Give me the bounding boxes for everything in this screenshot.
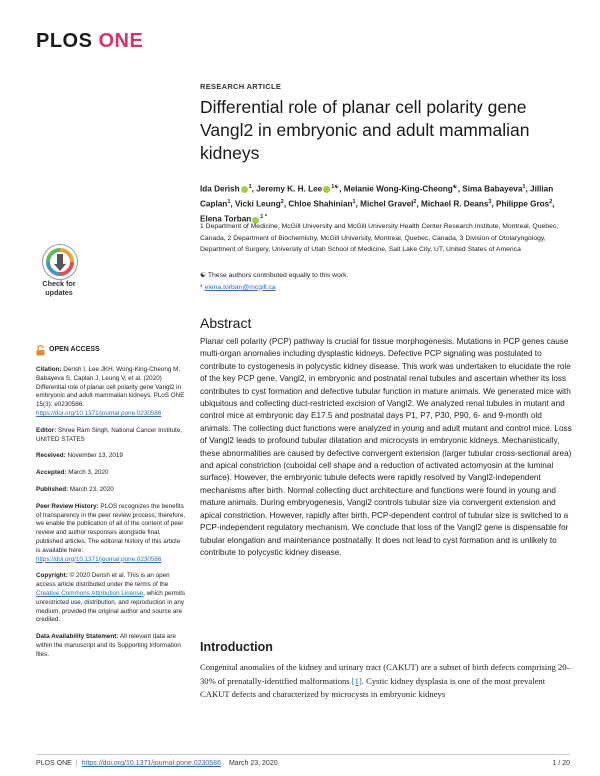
author-name: Ida Derish	[200, 184, 240, 194]
author-affiliation-marker: 2	[549, 199, 553, 206]
data-availability-block: Data Availability Statement: All relevant data are within the manuscript and its Supporting Information files.	[36, 633, 181, 658]
author-affiliation-marker: ☯	[452, 184, 458, 190]
author-affiliation-marker: 1	[227, 199, 231, 206]
author-affiliation-marker: 1	[522, 184, 526, 190]
author-affiliation-marker: 1	[352, 199, 356, 206]
corresponding-marker: *	[200, 283, 205, 291]
received-block: Received: November 13, 2019	[36, 452, 123, 460]
affiliations: 1 Department of Medicine, McGill University and McGill University Health Center Research Institute, Montreal, Quebec, Canada, 2 Department of Biochemistry, McGill University, Montreal, Quebec, Canada, 3 Division of Otolaryngology, Department of Surgery, University of Utah School of Medicine, Salt Lake City, UT, United States of America	[200, 223, 559, 253]
editor-block: Editor: Shree Ram Singh, National Cancer Institute, UNITED STATES	[36, 426, 182, 443]
journal-name-one: ONE	[98, 30, 144, 52]
page-number: 1 / 20	[552, 760, 570, 767]
citation-block: Citation: Derish I, Lee JKH, Wong-King-Cheong M, Babayeva S, Caplan J, Leung V, et al. (2020) Differential role of planar cell polarity gene Vangl2 in embryonic and adult mammalian kidneys. PLoS ONE 15(3): e0230586. https://doi.org/10.1371/journal.pone.0230586	[36, 366, 185, 417]
author-name: Michel Gravel	[360, 199, 414, 209]
author-name: Elena Torban	[200, 215, 252, 225]
author-name: Jillian Caplan	[200, 184, 554, 209]
published-block: Published: March 23, 2020	[36, 485, 114, 493]
peer-review-link[interactable]: https://doi.org/10.1371/journal.pone.0230586	[36, 555, 162, 563]
check-updates-line2: updates	[45, 287, 73, 297]
orcid-icon[interactable]	[241, 186, 248, 193]
author-list: Ida Derish $^1$, Jeremy K. H. Lee $^{1☯}$, Melanie Wong-King-Cheong☯, Sima Babayeva$^1$, Jillian Caplan$^1$, Vicki Leung$^2$, Chloe Shahinian$^1$, Michel Gravel$^2$, Michael R. Deans$^3$, Philippe Gros$^2$, Elena Torban $^{1 *}$	[200, 184, 555, 225]
page-footer: PLOS ONE | https://doi.org/10.1371/journal.pone.0230586 March 23, 2020	[36, 760, 278, 767]
introduction-heading: Introduction	[200, 640, 273, 654]
author-affiliation-marker: 3	[488, 199, 492, 206]
article-title: Differential role of planar cell polarity gene Vangl2 in embryonic and adult mammalian kidneys	[200, 97, 530, 163]
author-name: Michael R. Deans	[421, 199, 489, 209]
sidebar-metadata	[36, 345, 186, 668]
author-affiliation-marker: 2	[280, 199, 284, 206]
check-updates-icon	[42, 244, 78, 280]
footer-divider	[36, 754, 570, 755]
author-name: Vicki Leung	[234, 199, 281, 209]
copyright-block: Copyright: © 2020 Derish et al. This is an open access article distributed under the terms of the Creative Commons Attribution License, which permits unrestricted use, distribution, and reproduction in any medium, provided the original author and source are credited.	[36, 572, 186, 624]
author-name: Chloe Shahinian	[288, 199, 353, 209]
check-updates-line1: Check for	[42, 279, 76, 288]
author-name: Jeremy K. H. Lee	[256, 184, 323, 194]
author-notes	[200, 270, 570, 293]
abstract-heading: Abstract	[200, 315, 252, 331]
check-updates-label	[36, 280, 82, 297]
reference-link-1[interactable]: [1]	[351, 675, 362, 686]
author-affiliation-marker: 1	[248, 184, 252, 190]
author-name: Sima Babayeva	[462, 184, 523, 194]
journal-name-plos: PLOS	[36, 30, 93, 52]
open-access-label: OPEN ACCESS	[49, 346, 100, 354]
corresponding-author-note	[200, 282, 570, 294]
introduction-body: Congenital anomalies of the kidney and urinary tract (CAKUT) are a subset of birth defects comprising 20–30% of prenatally-identified malformations [1]. Cystic kidney dysplasia is one of the most prevalent CAKUT defects and characterized by microcysts in embryonic kidneys	[200, 662, 571, 699]
footer-date: March 23, 2020	[228, 760, 278, 767]
peer-review-block: Peer Review History: PLOS recognizes the benefits of transparency in the peer review process; therefore, we enable the publication of all of the content of peer review and author responses alongside final, published articles. The editorial history of this article is available here: https://doi.org/10.1371/journal.pone.0230586	[36, 502, 186, 563]
corresponding-email-link[interactable]: elena.torban@mcgill.ca	[204, 283, 276, 291]
citation-doi-link[interactable]: https://doi.org/10.1371/journal.pone.0230586	[36, 409, 162, 417]
author-name: Philippe Gros	[496, 199, 550, 209]
check-for-updates-badge[interactable]	[36, 244, 82, 304]
open-access-row	[36, 345, 186, 356]
accepted-block: Accepted: March 3, 2020	[36, 469, 109, 477]
orcid-icon[interactable]	[323, 186, 330, 193]
author-name: Melanie Wong-King-Cheong	[343, 184, 453, 194]
article-type: RESEARCH ARTICLE	[200, 82, 282, 91]
author-affiliation-marker: 1☯	[331, 184, 340, 190]
footer-doi-link[interactable]: https://doi.org/10.1371/journal.pone.0230586	[81, 760, 221, 767]
open-lock-icon	[36, 345, 45, 356]
equal-contribution-note: ☯ These authors contributed equally to this work.	[200, 272, 349, 279]
author-affiliation-marker: 1 *	[260, 214, 267, 221]
abstract-body: Planar cell polarity (PCP) pathway is crucial for tissue morphogenesis. Mutations in PCP genes cause multi-organ anomalies including dysplastic kidneys. Defective PCP signaling was postulated to contribute to cystogenesis in polycystic kidney disease. This work was undertaken to elucidate the role of the key PCP gene, Vangl2, in embryonic and postnatal renal tubules and ascertain whether its loss contributes to cyst formation and defective tubular function in mature animals. We generated mice with ubiquitous and collecting duct-restricted excision of Vangl2. We analyzed renal tubules in mutant and control mice at embryonic day E17.5 and postnatal days P1, P7, P30, P90, 6- and 9-month old animals. The collecting duct functions were analyzed in young and adult mutant and control mice. Loss of Vangl2 leads to profound tubular dilatation and microcysts in embryonic kidneys. Mechanistically, these abnormalities are caused by defective convergent extension (larger tubular cross-sectional area) and apical constriction (cuboidal cell shape and a reduction of activated actomyosin at the luminal surface). However, the embryonic tubule defects were rapidly resolved by Vangl2-independent mechanisms after birth. Normal collecting duct architecture and functions were found in young and mature animals. During embryogenesis, Vangl2 controls tubular size via convergent extension and apical constriction. However, rapidly after birth, PCP-dependent control of tubular size is switched to a PCP-independent regulatory mechanism. We conclude that loss of the Vangl2 gene is dispensable for tubular elongation and maintenance postnatally. It does not lead to cyst formation and is unlikely to contribute to polycystic kidney disease.	[200, 337, 572, 557]
license-link[interactable]: Creative Commons Attribution License	[36, 589, 144, 597]
journal-logo	[36, 30, 143, 53]
author-affiliation-marker: 2	[413, 199, 417, 206]
footer-journal: PLOS ONE	[36, 760, 72, 767]
